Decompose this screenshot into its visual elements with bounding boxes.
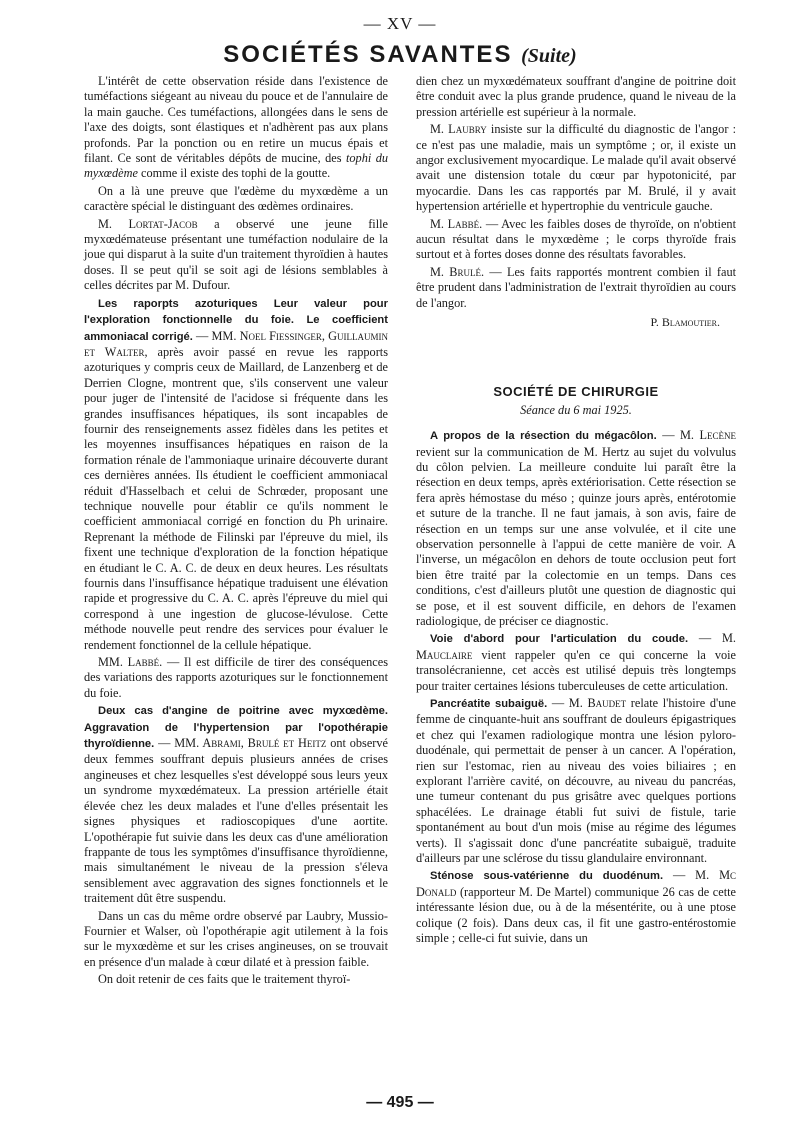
author-name: — M. Baudet: [551, 696, 627, 710]
author-name: — M. Mc Donald: [416, 868, 736, 899]
paragraph-tophi: L'intérêt de cette observation réside dans l'existence de tuméfactions siégeant au niveau du pouce et de l'annulaire de la main gauche. Ces tuméfactions, allongées dans le sens de l'axe des doigts, sont élastiques et n'adhèrent pas aux plans profonds. Par la ponction ou en retire un mucus épais et filant. Ce sont de véritables dépôts de mucine, des tophi du myxœdème comme il existe des tophi de la goutte.: [84, 74, 389, 181]
right-column: [416, 74, 736, 947]
paragraph-megacolon: A propos de la résection du mégacôlon. — M. Lecène revient sur la communication de M. Hertz au sujet du volvulus du côlon pelvien. La meilleure conduite lui paraît être la résection en deux temps, après extériorisation. Cette résection se fera après hémostase du méso ; quinze jours après, entérotomie et suture de la tranche. Il ne faut jamais, à son avis, faire de résection en un temps sur une anse volvulée, et il cite une observation personnelle à l'appui de cette manière de voir. A l'inverse, un mégacôlon en dehors de toute occlusion peut fort bien être traité par la colectomie en un temps. Dans ces conditions, c'est d'ailleurs plutôt une question de diagnostic qui se pose, et il est souvent difficile, en dehors de l'examen radiologique, de préciser ce diagnostic.: [416, 428, 736, 628]
section-heading-chirurgie: SOCIÉTÉ DE CHIRURGIE: [493, 384, 659, 400]
masthead-suffix: (Suite): [521, 45, 577, 67]
paragraph-conclusion-start: On doit retenir de ces faits que le traitement thyroï-: [98, 972, 351, 987]
paragraph-pancreatite: Pancréatite subaiguë. — M. Baudet relate l'histoire d'une femme de cinquante-huit ans souffrant de douleurs épigastriques et chez qui l'examen radiologique montra une lésion pyloro-duodénale, qui permettait de penser à un cancer. A l'opération, rien sur l'estomac, rien au niveau des voies biliaires ; en explorant l'arrière cavité, on découvre, au niveau du pancréas, une tumeur contenant du pus grisâtre avec quelques portions sphacélées. Le drainage établi fut suivi de fistule, tarie spontanément au bout d'un mois (mise au régime des légumes verts). Il s'agissait donc d'une pancréatite subaiguë, traduite d'ailleurs par une sclérose du tissu glandulaire environnant.: [416, 696, 736, 866]
article-heading: Deux cas d'angine de poitrine avec myxœdème. Aggravation de l'hypertension par l'opothérapie thyroïdienne.: [84, 705, 388, 751]
article-heading: Voie d'abord pour l'articulation du coude.: [430, 633, 689, 646]
article-heading: Les raporpts azoturiques Leur valeur pour l'exploration fonctionnelle du foie. Le coefficient ammoniacal corrigé.: [84, 297, 388, 343]
paragraph-coude: Voie d'abord pour l'articulation du coude. — M. Mauclaire vient rappeler qu'en ce qui concerne la voie transolécranienne, cet accès est utilisé depuis très longtemps pour traiter certaines lésions tuberculeuses de cette articulation.: [416, 631, 736, 693]
author-names: — MM. Noel Fiessinger, Guillaumin et Walter,: [84, 328, 389, 359]
author-name: M. Laubry: [430, 122, 487, 137]
paragraph-oedeme: On a là une preuve que l'œdème du myxœdème a un caractère spécial le distinguant des œdèmes ordinaires.: [84, 183, 388, 214]
article-heading: Sténose sous-vatérienne du duodénum.: [430, 870, 664, 883]
paragraph-angine-poitrine: Deux cas d'angine de poitrine avec myxœdème. Aggravation de l'hypertension par l'opothérapie thyroïdienne. — MM. Abrami, Brulé et Heitz ont observé deux femmes souffrant depuis plusieurs années de crises angineuses et chez lesquelles s'est développé sous leurs yeux un syndrome myxœdémateux. La pression artérielle était élevée chez les deux malades et l'une d'elles présentait les signes physiques et radioscopiques d'une aortite. L'opothérapie fut suivie dans les deux cas d'une amélioration frappante de tous les symptômes d'insuffisance thyroïdienne, mais simultanément le niveau de la pression s'éleva sensiblement avec aggravation des signes fonctionnels et le traitement dût être suspendu.: [84, 705, 388, 906]
masthead-title: SOCIÉTÉS SAVANTES: [223, 41, 513, 68]
article-heading: A propos de la résection du mégacôlon.: [430, 430, 657, 443]
author-name: M. Brulé.: [430, 264, 485, 279]
paragraph-rapports-azoturiques: Les raporpts azoturiques Leur valeur pour l'exploration fonctionnelle du foie. Le coefficient ammoniacal corrigé. — MM. Noel Fiessinger, Guillaumin et Walter, après avoir passé en revue les rapports azoturiques y compris ceux de Maillard, de Lanzenberg et de Derrien Clogne, montrent que, s'ils conservent une valeur pour juger de l'intensité de l'acidose si fréquente dans les grandes insuffisances hépatiques, ils sont incapables de fournir des renseignements assez fidèles dans les petites et les moyennes insuffisances hépatiques en raison de la formation rénale de l'ammoniaque urinaire découverte durant ces dernières années. Ils étudient le coefficient ammoniacal réduit d'Hasselbach et celui de Schrœder, proposant une technique nouvelle pour établir ce qu'ils nomment le coefficient ammoniacal corrigé en fonction du Ph urinaire. Reprenant la méthode de Filinski par l'épreuve du miel, ils fixent une technique d'exploration de la fonction hépatique en étudiant le C. A. C. de deux en deux heures. Les résultats fournis dans l'insuffisance hépatique traduisent une élévation rapide et progressive du C. A. C. après l'épreuve du miel qui correspond à une ingestion de glucose-lévulose. Cette méthode nouvelle peut rendre des services pour évaluer le rendement fonctionnel de la cellule hépatique.: [84, 297, 389, 652]
paragraph-laubry-case: Dans un cas du même ordre observé par Laubry, Mussio-Fournier et Walser, où l'opothérapie agit utilement à la fois sur le myxœdème et sur les crises angineuses, on se trouvait en présence d'un malade à cœur dilaté et à pression faible.: [84, 908, 388, 969]
author-name: MM. Labbé.: [98, 655, 163, 670]
paragraph-lortat-jacob: M. Lortat-Jacob a observé une jeune fille myxœdémateuse présentant une tuméfaction nodulaire de la joue qui disparut à la suite d'un traitement thyroïdien à hautes doses. Il se peut qu'il se soit agi de lésions semblables à celles décrites par M. Dufour.: [84, 216, 389, 293]
page-roman-numeral: — XV —: [363, 14, 437, 33]
paragraph-labbe-thyroide: M. Labbé. — Avec les faibles doses de thyroïde, on n'obtient aucun résultat dans le myxœdème ; le corps thyroïde frais surtout et à fortes doses donne des résultats favorables.: [416, 216, 736, 262]
paragraph-laubry: M. Laubry insiste sur la difficulté du diagnostic de l'angor : ce n'est pas une maladie, mais un symptôme ; or, il existe un angor exclusivement myocardique. Le malade qu'il avait observé avait une distension totale du cœur par hypotonicité, par myocardie. Dans les cas rapportés par M. Brulé, il y avait hypertension artérielle et hypertrophie du ventricule gauche.: [416, 122, 737, 214]
article-heading: Pancréatite subaiguë.: [430, 698, 548, 710]
signature: P. Blamoutier.: [650, 315, 720, 330]
paragraph-continuation: dien chez un myxœdémateux souffrant d'angine de poitrine doit être conduit avec la plus grande prudence, quand le niveau de la pression artérielle est supérieur à la normale.: [416, 74, 736, 119]
paragraph-brule: M. Brulé. — Les faits rapportés montrent combien il faut être prudent dans l'administration de l'extrait thyroïdien au cours de l'angor.: [416, 264, 737, 310]
author-name: M. Labbé.: [430, 216, 483, 231]
author-name: — M. Lecène: [662, 428, 736, 443]
page-number: — 495 —: [366, 1094, 434, 1111]
section-masthead: [0, 41, 800, 69]
author-names: — MM. Abrami, Brulé et Heitz: [158, 736, 327, 751]
paragraph-stenose: Sténose sous-vatérienne du duodénum. — M. Mc Donald (rapporteur M. De Martel) communique 26 cas de cette intéressante lésion due, ou à de la mésentérite, ou à une ptose colique (2 fois). Dans deux cas, il fit une gastro-entérostomie simple ; celle-ci fut suivie, dans un: [416, 868, 736, 946]
italic-term: tophi du myxœdème: [84, 151, 389, 181]
author-name: — M. Mauclaire: [416, 631, 736, 662]
paragraph-labbe: MM. Labbé. — Il est difficile de tirer des conséquences des variations des rapports azoturiques sur le fonctionnement du foie.: [84, 655, 389, 700]
left-column: [84, 74, 388, 988]
session-date: Séance du 6 mai 1925.: [520, 403, 632, 418]
author-name: M. Lortat-Jacob: [98, 216, 198, 231]
